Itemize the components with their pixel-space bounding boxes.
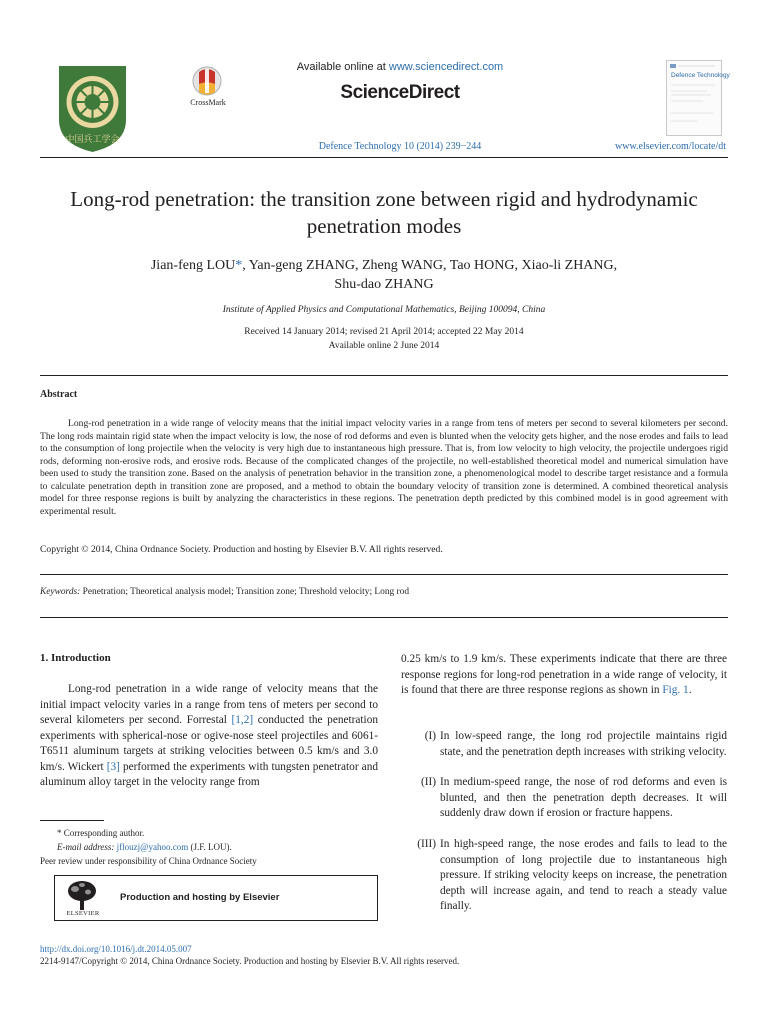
society-logo (55, 62, 130, 154)
received-dates: Received 14 January 2014; revised 21 April 2014; accepted 22 May 2014 (244, 327, 524, 337)
section-heading-introduction: 1. Introduction (40, 652, 111, 664)
society-logo-text: 中国兵工学会 (65, 135, 120, 145)
elsevier-caption: Production and hosting by Elsevier (120, 892, 280, 903)
authors-line2: Shu-dao ZHANG (334, 277, 434, 292)
available-online-line (250, 61, 550, 73)
body-divider (40, 617, 728, 618)
email-note (40, 840, 380, 854)
abstract-copyright: Copyright © 2014, China Ordnance Society. Production and hosting by Elsevier B.V. All rights reserved. (40, 544, 443, 555)
available-online-date: Available online 2 June 2014 (328, 341, 440, 351)
footnote-divider (40, 820, 104, 821)
article-title: Long-rod penetration: the transition zone between rigid and hydrodynamic penetration modes (70, 187, 698, 238)
elsevier-label: ELSEVIER (66, 910, 100, 917)
peer-review-note: Peer review under responsibility of China Ordnance Society (40, 856, 257, 866)
cover-title: Defence Technology (671, 72, 730, 79)
email-label: E-mail address: (57, 842, 115, 852)
corresponding-author-marker[interactable]: * (235, 258, 243, 273)
abstract-body: Long-rod penetration in a wide range of velocity means that the initial impact velocity varies in a range from tens of meters per second to several kilometers per second. The long rods maintain rigid state when the impact velocity is low, the nose of rod deforms and even is blunted when the velocity gets higher, and the nose erodes and fails to lead to the consumption of long projectile when the velocity is very high due to instantaneous high pressure. That is, from low velocity to high velocity, the projectile undergoes rigid rods, deforming non-erosive rods, and erosive rods. Because of the complicated changes of the projectile, no well-established theoretical model and numerical simulation have been used to study the transition zone. Based on the analysis of penetration behavior in the transition zone, a phenomenological model to describe target resistance and a formula to calculate penetration depth in transition zone are proposed, and a method to obtain the boundary velocity of transition zone is determined. A combined theoretical analysis model for three response regions is built by analyzing the characteristics in these regions. The penetration depth predicted by this combined model is in good agreement with experimental result. (40, 418, 728, 517)
article-dates (40, 325, 728, 353)
citation-1-2[interactable]: [1,2] (231, 714, 254, 726)
keywords (40, 587, 728, 597)
issn-copyright: 2214-9147/Copyright © 2014, China Ordnance Society. Production and hosting by Elsevier B.V. All rights reserved. (40, 956, 460, 966)
intro-text-b: conducted the penetration experiments with spherical-nose or ogive-nose steel projectiles and 6061-T6511 aluminum targets at striking velocities between 0.5 km/s and 3.0 km/s. Wickert (40, 714, 378, 773)
author-first: Jian-feng LOU (150, 258, 236, 273)
citation-3[interactable]: [3] (106, 760, 120, 773)
sciencedirect-link[interactable]: www.sciencedirect.com (388, 61, 504, 73)
abstract-heading: Abstract (40, 389, 78, 400)
elsevier-tree-icon (65, 880, 99, 910)
abstract-divider-top (40, 375, 728, 376)
intro-text-c: performed the experiments with tungsten penetrator and aluminum alloy target in the velocity range from (40, 760, 378, 788)
list-item-number: (II) (420, 776, 436, 788)
journal-cover-thumbnail[interactable] (666, 60, 730, 136)
affiliation: Institute of Applied Physics and Computational Mathematics, Beijing 100094, China (222, 305, 546, 315)
header-divider (40, 157, 728, 158)
list-item-number: (I) (424, 730, 436, 742)
email-link[interactable]: jflouzj@yahoo.com (116, 842, 189, 852)
corresponding-author-note: * Corresponding author. (57, 828, 145, 838)
doi-link[interactable]: http://dx.doi.org/10.1016/j.dt.2014.05.007 (40, 944, 192, 954)
email-suffix: (J.F. LOU). (188, 842, 232, 852)
list-item-text: In medium-speed range, the nose of rod deforms and even is blunted, and then the penetration depth decreases. It will suddenly draw down if erosion or fracture happens. (440, 776, 727, 819)
list-item-text: In low-speed range, the long rod projectile maintains rigid state, and the penetration depth increases with striking velocity. (440, 730, 727, 758)
figure-1-link[interactable]: Fig. 1 (662, 684, 689, 696)
intro-paragraph-continued (401, 652, 727, 699)
author-list (40, 256, 728, 294)
keywords-label: Keywords: (40, 587, 81, 597)
keywords-list: Penetration; Theoretical analysis model; Transition zone; Threshold velocity; Long rod (80, 587, 410, 597)
elsevier-hosting-box (54, 875, 378, 921)
right-text-a: 0.25 km/s to 1.9 km/s. These experiments indicate that there are three response regions for long-rod penetration in a wide range of velocity, it is found that there are three response regions as shown in (401, 653, 727, 696)
journal-homepage-link[interactable]: www.elsevier.com/locate/dt (615, 141, 726, 152)
list-item-number: (III) (417, 838, 436, 850)
abstract-divider-bottom (40, 574, 728, 575)
intro-text-a: Long-rod penetration in a wide range of velocity means that the initial impact velocity varies in a range from tens of meters per second to several kilometers per second. Forrestal (40, 683, 378, 726)
footnotes (40, 826, 380, 868)
journal-reference[interactable]: Defence Technology 10 (2014) 239−244 (318, 141, 482, 152)
authors-rest: , Yan-geng ZHANG, Zheng WANG, Tao HONG, Xiao-li ZHANG, (242, 258, 618, 273)
sciencedirect-wordmark: ScienceDirect (340, 82, 460, 103)
intro-paragraph (40, 682, 378, 791)
right-text-b: . (688, 684, 692, 696)
available-prefix: Available online at (296, 61, 389, 73)
list-item-text: In high-speed range, the nose erodes and fails to lead to the consumption of long projectile due to instantaneous high pressure. If striking velocity keeps on increase, the penetration depth will increase again, and tend to reach a steady value finally. (440, 838, 727, 912)
crossmark-label: CrossMark (190, 98, 226, 107)
